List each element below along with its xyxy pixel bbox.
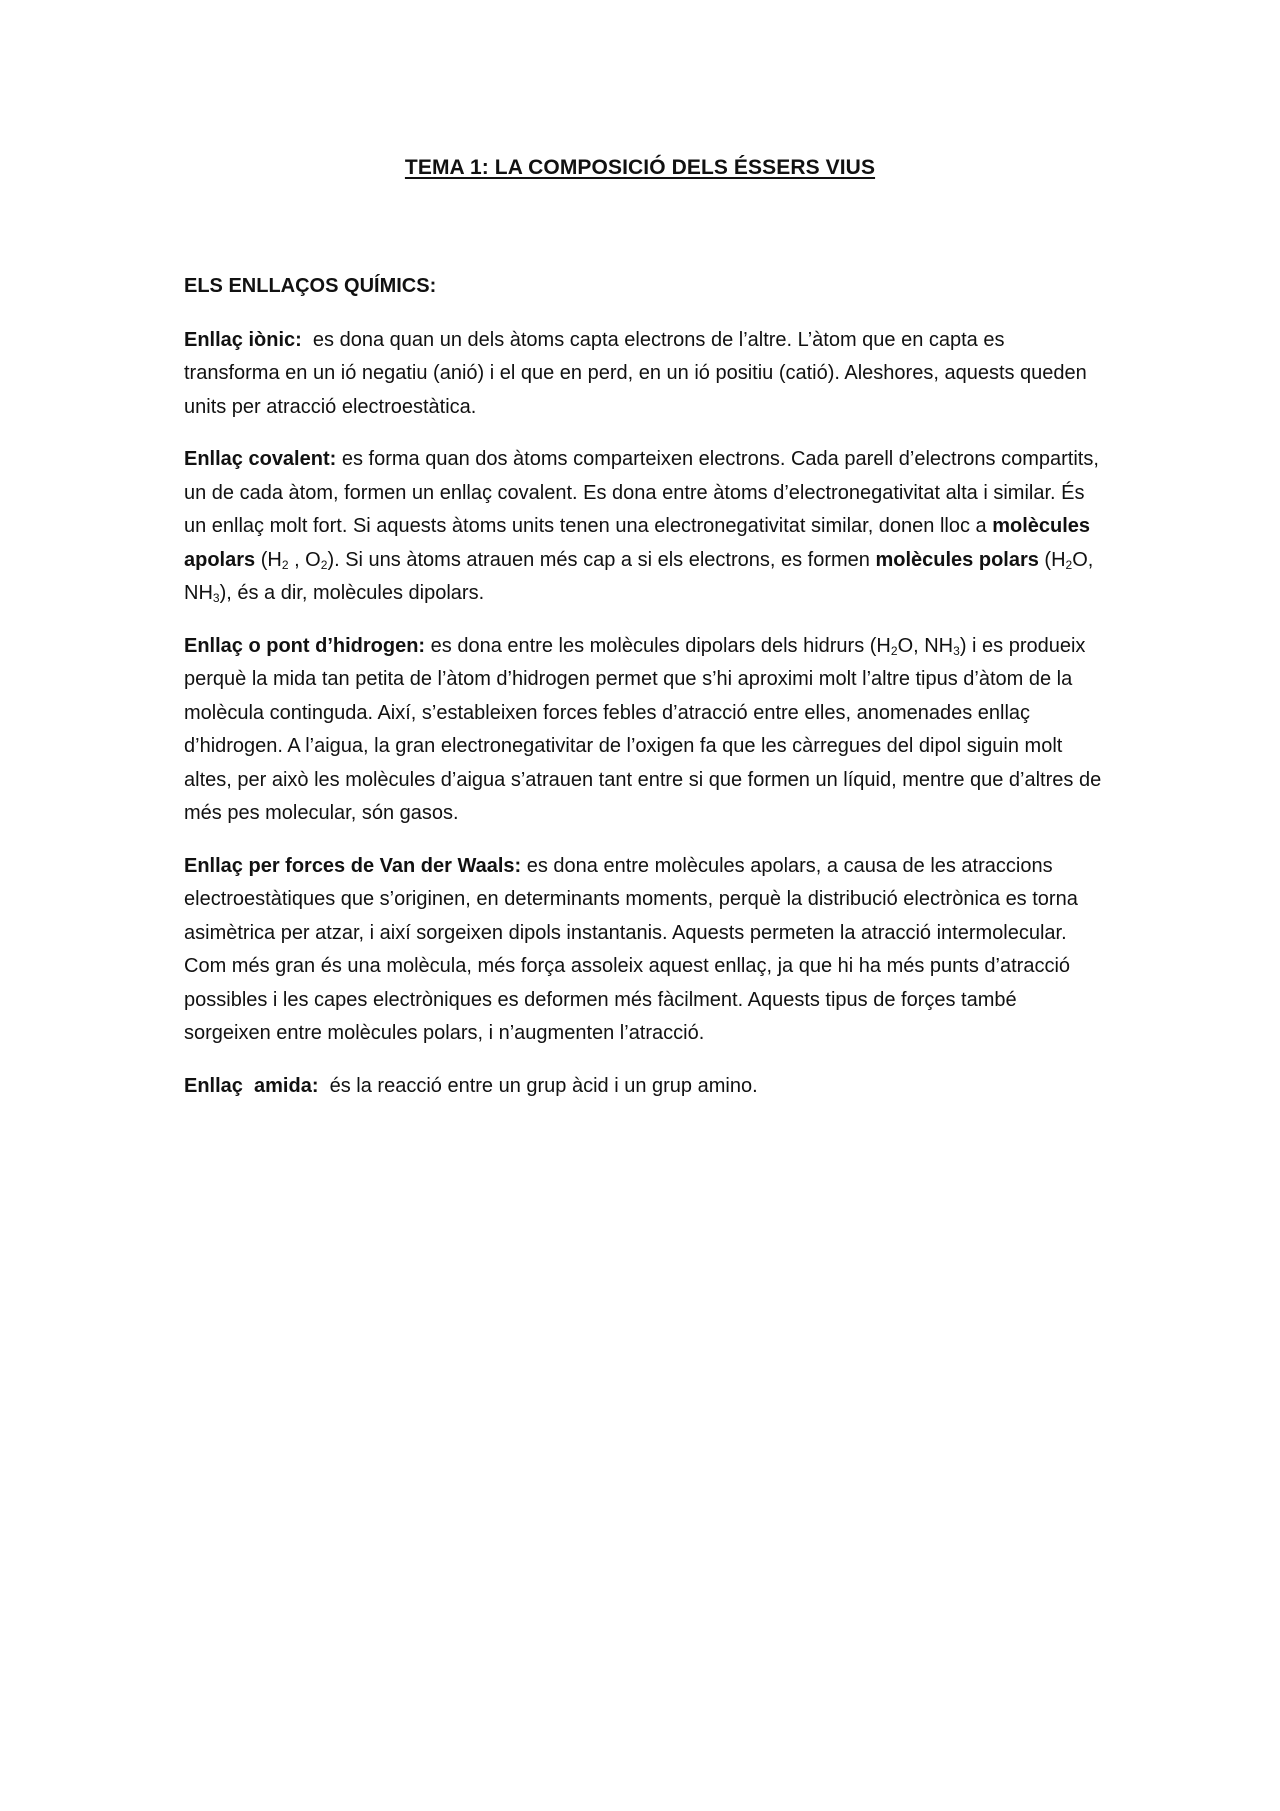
paragraph-ionic-bond <box>184 324 1104 425</box>
term-amide-bond: Enllaç amida: <box>184 1074 319 1097</box>
polar-molecules-term: molècules polars <box>875 548 1039 571</box>
subscript: 2 <box>281 557 289 572</box>
term-van-der-waals: Enllaç per forces de Van der Waals: <box>184 854 522 877</box>
amide-bond-text: és la reacció entre un grup àcid i un grup amino. <box>318 1074 758 1097</box>
covalent-text-5: (H <box>1038 548 1066 571</box>
hydrogen-text-1: es dona entre les molècules dipolars dels hidrurs (H <box>425 634 891 657</box>
paragraph-amide-bond <box>184 1070 1104 1104</box>
covalent-text-3: , O <box>288 548 321 571</box>
covalent-text-7: ), és a dir, molècules dipolars. <box>219 582 485 604</box>
document-body <box>184 270 1104 1122</box>
document-title: TEMA 1: LA COMPOSICIÓ DELS ÉSSERS VIUS <box>404 156 876 179</box>
section-heading: ELS ENLLAÇOS QUÍMICS: <box>184 275 437 297</box>
van-der-waals-text: es dona entre molècules apolars, a causa de les atraccions electroestàtiques que s’originen, en determinants moments, perquè la distribució electrònica es torna asimètrica per atzar, i així sorgeixen dipols instantanis. Aquests permeten la atracció intermolecular. Com més gran és una molècula, més força assoleix aquest enllaç, ja que hi ha més punts d’atracció possibles i les capes electròniques es deformen més fàcilment. Aquests tipus de forçes també sorgeixen entre molècules polars, i n’augmenten l’atracció. <box>184 854 1078 1044</box>
apolar-molecules-term: molècules apolars <box>184 515 1091 571</box>
covalent-text-4: ). Si uns àtoms atrauen més cap a si els electrons, es formen <box>327 548 876 571</box>
hydrogen-text-2: O, NH <box>897 634 954 657</box>
subscript: 2 <box>890 643 898 658</box>
covalent-text-6: O, NH <box>184 548 1094 604</box>
paragraph-van-der-waals <box>184 850 1104 1051</box>
covalent-text-1: es forma quan dos àtoms comparteixen electrons. Cada parell d’electrons compartits, un de cada àtom, formen un enllaç covalent. Es dona entre àtoms d’electronegativitat alta i similar. És un enllaç molt fort. Si aquests àtoms units tenen una electronegativitat similar, donen lloc a <box>184 448 1099 537</box>
subscript: 2 <box>1065 557 1073 572</box>
subscript: 2 <box>320 557 328 572</box>
subscript: 3 <box>212 591 220 605</box>
hydrogen-text-3: ) i es produeix perquè la mida tan petita de l’àtom d’hidrogen permet que s’hi aproximi molt l’altre tipus d’àtom de la molècula continguda. Així, s’estableixen forces febles d’atracció entre elles, anomenades enllaç d’hidrogen. A l’aigua, la gran electronegativitar de l’oxigen fa que les càrregues del dipol siguin molt altes, per això les molècules d’aigua s’atrauen tant entre si que formen un líquid, mentre que d’altres de més pes molecular, són gasos. <box>184 634 1102 824</box>
ionic-bond-text: es dona quan un dels àtoms capta electrons de l’altre. L’àtom que en capta es transforma en un ió negatiu (anió) i el que en perd, en un ió positiu (catió). Aleshores, aquests queden units per atracció electroestàtica. <box>184 328 1093 418</box>
paragraph-hydrogen-bond <box>184 630 1104 831</box>
term-covalent-bond: Enllaç covalent: <box>184 448 337 470</box>
paragraph-covalent-bond <box>184 443 1104 611</box>
term-ionic-bond: Enllaç iònic: <box>184 328 302 351</box>
term-hydrogen-bond: Enllaç o pont d’hidrogen: <box>184 634 426 657</box>
covalent-text-2: (H <box>255 548 282 571</box>
subscript: 3 <box>953 643 960 658</box>
